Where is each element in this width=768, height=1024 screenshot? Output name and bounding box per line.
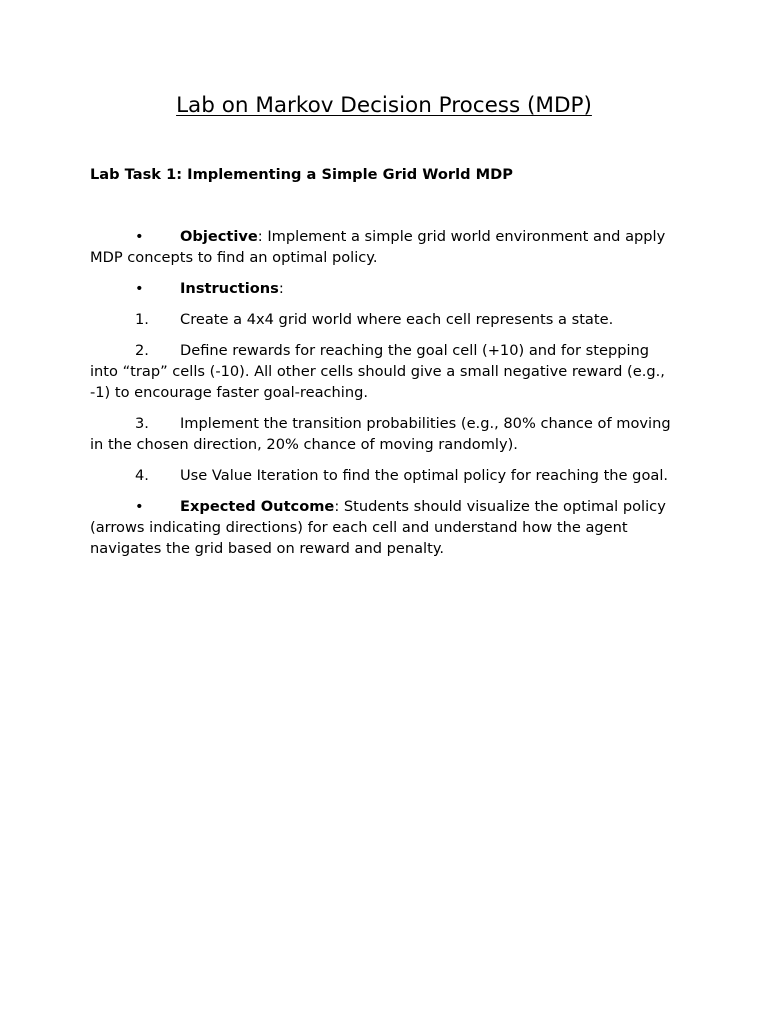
step-number: 2. <box>135 342 149 359</box>
objective-paragraph <box>90 226 680 268</box>
instructions-paragraph <box>90 278 680 299</box>
step-item <box>90 340 680 403</box>
document-title <box>0 92 768 120</box>
task-heading: Lab Task 1: Implementing a Simple Grid World MDP <box>90 166 513 183</box>
step-number: 3. <box>135 415 149 432</box>
expected-outcome-label: Expected Outcome <box>180 498 335 515</box>
objective-text: Implement a simple grid world environment and apply MDP concepts to find an optimal policy. <box>90 228 666 266</box>
step-item <box>90 465 680 486</box>
objective-separator: : <box>257 228 263 245</box>
step-text: Define rewards for reaching the goal cell (+10) and for stepping into “trap” cells (-10). All other cells should give a small negative reward (e.g., -1) to encourage faster goal-reaching. <box>90 342 665 401</box>
expected-outcome-text: Students should visualize the optimal policy (arrows indicating directions) for each cell and understand how the agent navigates the grid based on reward and penalty. <box>90 498 666 557</box>
step-item <box>90 413 680 455</box>
step-number: 1. <box>135 311 149 328</box>
document-title-text: Lab on Markov Decision Process (MDP) <box>176 93 592 118</box>
step-number: 4. <box>135 467 149 484</box>
step-text: Implement the transition probabilities (e.g., 80% chance of moving in the chosen direction, 20% chance of moving randomly). <box>90 415 671 453</box>
instructions-separator: : <box>278 280 284 297</box>
step-text: Use Value Iteration to find the optimal policy for reaching the goal. <box>180 467 669 484</box>
expected-outcome-paragraph <box>90 496 680 559</box>
step-item <box>90 309 680 330</box>
bullet-marker: • <box>135 498 144 515</box>
document-body <box>90 226 680 569</box>
expected-outcome-separator: : <box>334 498 340 515</box>
instructions-label: Instructions <box>180 280 279 297</box>
bullet-marker: • <box>135 228 144 245</box>
objective-label: Objective <box>180 228 258 245</box>
bullet-marker: • <box>135 280 144 297</box>
step-text: Create a 4x4 grid world where each cell represents a state. <box>180 311 614 328</box>
